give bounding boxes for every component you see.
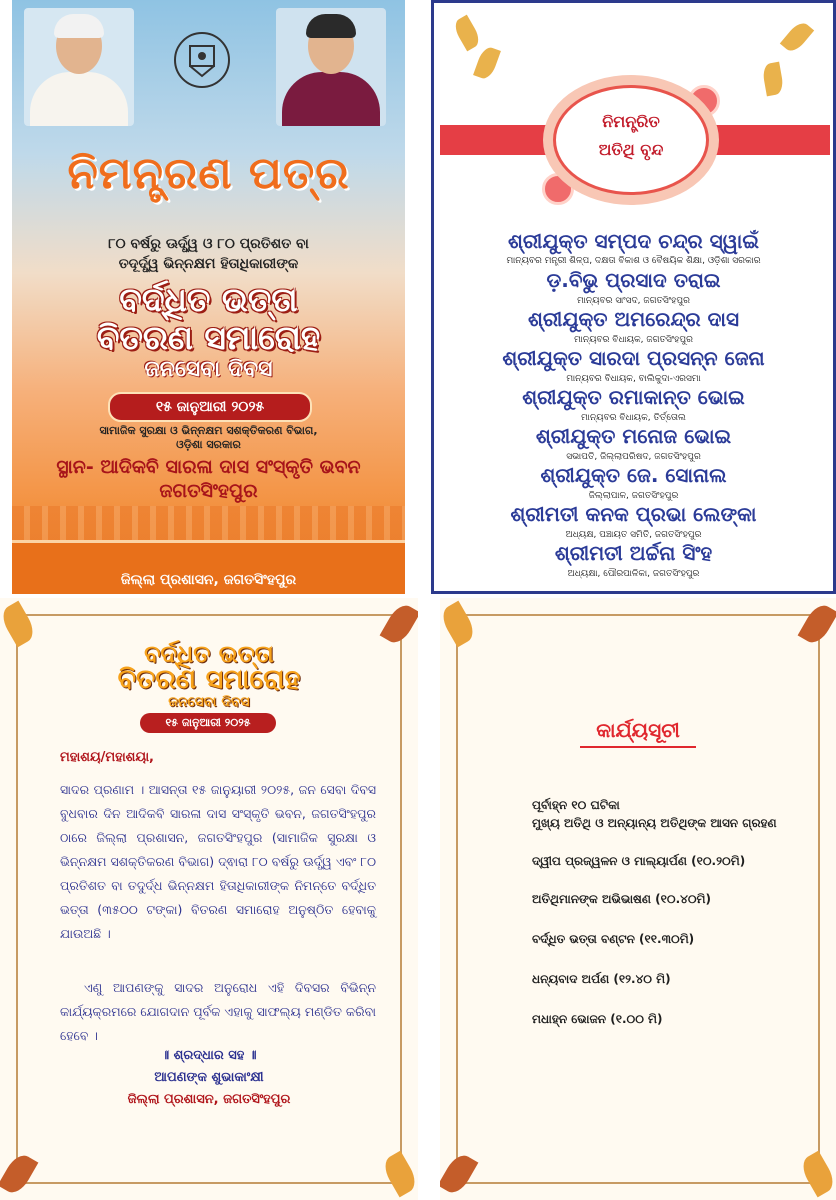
invitation-letter-panel [0, 598, 418, 1200]
guest-role: ମାନ୍ୟବର ବିଧାୟକ, ତିର୍ତ୍ତୋଲ [581, 413, 686, 423]
schedule-item: ମୁଖ୍ୟ ଅତିଥି ଓ ଅନ୍ୟାନ୍ୟ ଅତିଥିଙ୍କ ଆସନ ଗ୍ରହଣ [532, 816, 777, 830]
guest-role: ମାନ୍ୟବର ମନ୍ତ୍ରୀ ଶିଳ୍ପ, ଦକ୍ଷତା ବିକାଶ ଓ ବୈଷୟିକ ଶିକ୍ଷା, ଓଡ଼ିଶା ସରକାର [506, 256, 761, 266]
guest-name: ଡ଼.ବିଭୁ ପ୍ରସାଦ ତରାଇ [546, 268, 721, 292]
event-title-line-2: ବିତରଣ ସମାରୋହ [96, 318, 321, 357]
guest-name: ଶ୍ରୀଯୁକ୍ତ ମନୋଜ ଭୋଇ [535, 424, 732, 448]
venue-line-2: ଜଗତସିଂହପୁର [159, 480, 258, 502]
badge-line-1: ନିମନ୍ତ୍ରିତ [602, 112, 660, 131]
guest-role: ମାନ୍ୟବର ବିଧାୟକ, ବାଲିକୁଦା-ଏରସମା [566, 374, 701, 384]
programme-title: କାର୍ଯ୍ୟସୂଚୀ [596, 718, 680, 742]
cover-panel [12, 0, 405, 594]
guest-name: ଶ୍ରୀଯୁକ୍ତ ସାରଦା ପ୍ରସନ୍ନ ଜେନା [502, 346, 765, 370]
invitation-title: ନିମନ୍ତ୍ରଣ ପତ୍ର [67, 148, 350, 199]
guest-role: ଅଧ୍ୟକ୍ଷ, ପଞ୍ଚାୟତ ସମିତି, ଜଗତସିଂହପୁର [565, 530, 702, 540]
leaf-ornament [761, 62, 784, 97]
eligibility-line-1: ୮୦ ବର୍ଷରୁ ଊର୍ଦ୍ଧ୍ୱ ଓ ୮୦ ପ୍ରତିଶତ ବା [108, 236, 309, 252]
guest-name: ଶ୍ରୀଯୁକ୍ତ ଅମରେନ୍ଦ୍ର ଦାସ [527, 307, 740, 331]
state-emblem-icon [172, 30, 232, 90]
badge-line-2: ଅତିଥି ବୃନ୍ଦ [598, 140, 664, 159]
closing-wellwisher: ଆପଣଙ୍କ ଶୁଭାକାଂକ୍ଷୀ [154, 1070, 264, 1085]
guest-role: ଜିଲ୍ଲାପାଳ, ଜଗତସିଂହପୁର [588, 491, 679, 501]
schedule-item: ଅତିଥିମାନଙ୍କ ଅଭିଭାଷଣ (୧୦.୪୦ମି) [532, 892, 711, 906]
eligibility-line-2: ତଦୂର୍ଦ୍ଧ୍ୱ ଭିନ୍ନକ୍ଷମ ହିତାଧିକାରୀଙ୍କ [118, 256, 299, 272]
flower-ornament [542, 173, 574, 205]
event-title-line-1: ବର୍ଦ୍ଧିତ ଭତ୍ତା [119, 280, 298, 319]
venue-line-1: ସ୍ଥାନ- ଆଦିକବି ସାରଳା ଦାସ ସଂସ୍କୃତି ଭବନ [56, 456, 361, 478]
guest-role: ମାନ୍ୟବର ବିଧାୟକ, ଜଗତସିଂହପୁର [574, 335, 693, 345]
leader-photo-right [276, 8, 386, 126]
leader-photo-left [24, 8, 134, 126]
leaf-ornament [780, 19, 814, 55]
leaf-ornament [473, 45, 501, 81]
footer-organizer: ଜିଲ୍ଲା ପ୍ରଶାସନ, ଜଗତସିଂହପୁର [120, 572, 297, 588]
programme-panel [440, 598, 836, 1200]
guest-role: ଅଧ୍ୟକ୍ଷା, ପୌରପାଳିକା, ଜଗତସିଂହପୁର [567, 569, 700, 579]
guest-name: ଶ୍ରୀମତୀ ଅର୍ଚ୍ଚନା ସିଂହ [554, 541, 713, 565]
letter-date-badge: ୧୫ ଜାନୁଆରୀ ୨୦୨୫ [140, 713, 276, 733]
guest-name: ଶ୍ରୀଯୁକ୍ତ ଜେ. ସୋନାଲ [540, 463, 727, 487]
schedule-item: ମଧାହ୍ନ ଭୋଜନ (୧.୦୦ ମି) [532, 1012, 663, 1026]
department-line-1: ସାମାଜିକ ସୁରକ୍ଷା ଓ ଭିନ୍ନକ୍ଷମ ସଶକ୍ତିକରଣ ବିଭାଗ, [99, 424, 318, 437]
guest-name: ଶ୍ରୀଯୁକ୍ତ ରମାକାନ୍ତ ଭୋଇ [522, 385, 745, 409]
letter-heading-2: ବିତରଣ ସମାରୋହ [117, 664, 301, 695]
department-line-2: ଓଡ଼ିଶା ସରକାର [176, 438, 241, 451]
invited-guests-badge [553, 85, 709, 195]
letter-paragraph-1: ସାଦର ପ୍ରଣାମ । ଆସନ୍ତା ୧୫ ଜାନୁୟାରୀ ୨୦୨୫, ଜନ ସେବା ଦିବସ ବୁଧବାର ଦିନ ଆଦିକବି ସାରଳା ଦାସ ସଂସ୍କୃତି ଭବନ, ଜଗତସିଂହପୁର ଠାରେ ଜିଲ୍ଲା ପ୍ରଶାସନ, ଜଗତସିଂହପୁର (ସାମାଜିକ ସୁରକ୍ଷା ଓ ଭିନ୍ନକ୍ଷମ ସଶକ୍ତିକରଣ ବିଭାଗ) ଦ୍ଵାରା ୮୦ ବର୍ଷରୁ ଊର୍ଦ୍ଧ୍ୱ ଏବଂ ୮୦ ପ୍ରତିଶତ ବା ତଦୁର୍ଦ୍ଧ ଭିନ୍ନକ୍ଷମ ହିତାଧିକାରୀଙ୍କ ନିମନ୍ତେ ବର୍ଦ୍ଧିତ ଭତ୍ତା (୩୫୦୦ ଟଙ୍କା) ବିତରଣ ସମାରୋହ ଅନୁଷ୍ଠିତ ହେବାକୁ ଯାଉଅଛି । [60, 782, 376, 941]
guest-name: ଶ୍ରୀଯୁକ୍ତ ସମ୍ପଦ ଚନ୍ଦ୍ର ସ୍ୱାଇଁ [507, 229, 759, 253]
guest-list-panel [431, 0, 836, 594]
schedule-item: ଦ୍ୱୀପ ପ୍ରଜ୍ୱଳନ ଓ ମାଲ୍ୟାର୍ପଣ (୧୦.୨୦ମି) [532, 854, 746, 868]
closing-organizer: ଜିଲ୍ଲା ପ୍ରଶାସନ, ଜଗତସିଂହପୁର [127, 1092, 291, 1107]
letter-heading-3: ଜନସେବା ଦିବସ [168, 694, 250, 710]
guest-name: ଶ୍ରୀମତୀ କନକ ପ୍ରଭା ଲେଙ୍କା [510, 502, 757, 526]
schedule-item: ଧନ୍ୟବାଦ ଅର୍ପଣ (୧୨.୪୦ ମି) [532, 972, 671, 986]
title-underline [580, 746, 696, 748]
schedule-item: ବର୍ଦ୍ଧିତ ଭତ୍ତା ବଣ୍ଟନ (୧୧.୩୦ମି) [532, 932, 695, 946]
schedule-item: ପୂର୍ବାହ୍ନ ୧୦ ଘଟିକା [532, 798, 620, 812]
closing-regards: ॥ ଶ୍ରଦ୍ଧାର ସହ ॥ [161, 1048, 257, 1063]
event-subtitle: ଜନସେବା ଦିବସ [144, 357, 273, 382]
salutation: ମହାଶୟ/ମହାଶୟା, [60, 750, 154, 765]
letter-heading-1: ବର୍ଦ୍ଧିତ ଭତ୍ତା [144, 640, 274, 668]
decorative-arches [12, 506, 405, 544]
guest-role: ମାନ୍ୟବର ସାଂସଦ, ଜଗତସିଂହପୁର [577, 296, 690, 306]
leaf-ornament [451, 15, 483, 52]
guest-role: ସଭାପତି, ଜିଲ୍ଲାପରିଷଦ, ଜଗତସିଂହପୁର [566, 452, 701, 462]
letter-paragraph-2: ଏଣୁ ଆପଣଙ୍କୁ ସାଦର ଅନୁରୋଧ ଏହି ଦିବସର ବିଭିନ୍ନ କାର୍ଯ୍ୟକ୍ରମରେ ଯୋଗଦାନ ପୂର୍ବକ ଏହାକୁ ସାଫଲ୍ୟ ମଣ୍ଡିତ କରିବା ହେବେ । [60, 980, 376, 1043]
event-date-badge: ୧୫ ଜାନୁଆରୀ ୨୦୨୫ [108, 392, 312, 422]
